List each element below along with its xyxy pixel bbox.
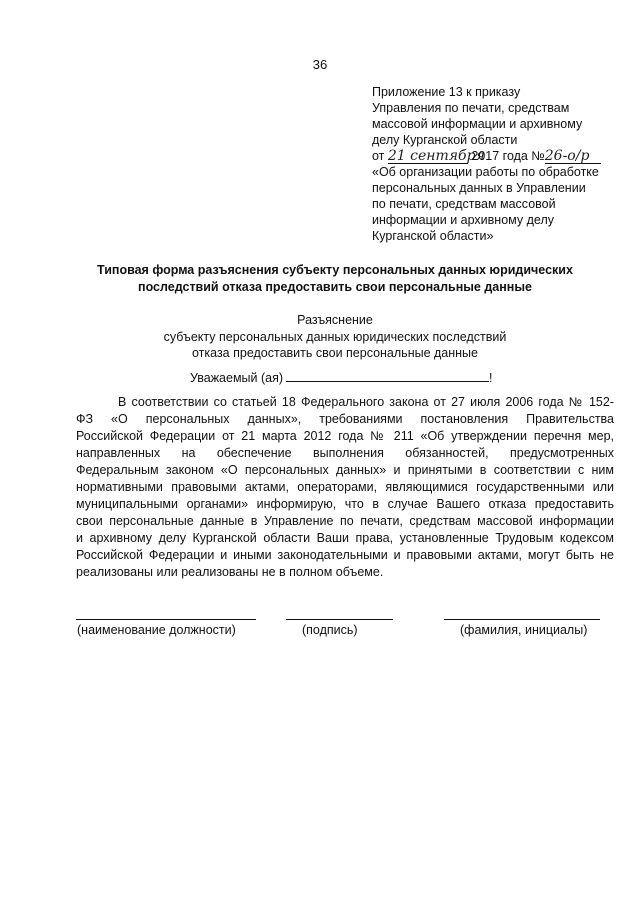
date-prefix: от xyxy=(372,149,385,163)
appendix-date-line xyxy=(372,148,622,164)
form-title-line: Типовая форма разъяснения субъекту персональных данных юридических xyxy=(97,263,573,277)
body-paragraph xyxy=(76,394,614,581)
body-line: Федеральным законом «О персональных данных» и принятыми в соответствии с ним xyxy=(76,463,614,477)
appendix-title-line: персональных данных в Управлении xyxy=(372,181,586,195)
greeting-end: ! xyxy=(489,371,493,385)
body-line: Российской Федерации и иными законодательными и правовыми актами, могут быть не xyxy=(76,548,614,562)
name-signature-line[interactable] xyxy=(444,619,600,620)
explanation-heading xyxy=(70,312,600,362)
appendix-line: массовой информации и архивному xyxy=(372,117,583,131)
name-label: (фамилия, инициалы) xyxy=(460,623,588,637)
body-line: и архивному делу Курганской области Ваши права, установленные Трудовым кодексом xyxy=(76,531,614,545)
position-signature-line[interactable] xyxy=(76,619,256,620)
body-line: В соответствии со статьей 18 Федерального закона от 27 июля 2006 года № 152- xyxy=(118,395,614,409)
year-text: 2017 года № xyxy=(471,149,545,163)
page-number: 36 xyxy=(312,57,328,72)
greeting-text: Уважаемый (ая) xyxy=(190,371,284,385)
appendix-title-line: информации и архивному делу xyxy=(372,213,554,227)
greeting-line xyxy=(190,369,493,385)
position-label: (наименование должности) xyxy=(77,623,236,637)
form-title-line: последствий отказа предоставить свои персональные данные xyxy=(138,280,532,294)
body-line: муниципальными органами» информирую, что в случае Вашего отказа предоставить xyxy=(76,497,614,511)
body-line: нормативными правовыми актами, операторами, являющимися государственными или xyxy=(76,480,614,494)
appendix-block xyxy=(372,84,622,244)
appendix-line: Управления по печати, средствам xyxy=(372,101,570,115)
heading-line: субъекту персональных данных юридических последствий xyxy=(163,329,507,344)
signature-label: (подпись) xyxy=(302,623,358,637)
form-title xyxy=(70,262,600,296)
appendix-title-line: по печати, средствам массовой xyxy=(372,197,556,211)
appendix-line: делу Курганской области xyxy=(372,133,518,147)
handwritten-date: 21 сентября xyxy=(387,148,485,164)
appendix-title-line: «Об организации работы по обработке xyxy=(372,165,599,179)
signature-line[interactable] xyxy=(286,619,393,620)
body-line: свои персональные данные в Управление по печати, средствам массовой информации xyxy=(76,514,614,528)
body-line: ФЗ «О персональных данных», требованиями постановления Правительства xyxy=(76,412,614,426)
body-line: реализованы или реализованы не в полном объеме. xyxy=(76,565,384,579)
handwritten-number: 26-о/р xyxy=(545,149,601,164)
body-line: Российской Федерации от 21 марта 2012 года № 211 «Об утверждении перечня мер, xyxy=(76,429,614,443)
heading-line: отказа предоставить свои персональные данные xyxy=(191,346,478,360)
appendix-title-line: Курганской области» xyxy=(372,229,494,243)
body-line: направленных на обеспечение выполнения обязанностей, предусмотренных xyxy=(76,446,614,460)
appendix-line: Приложение 13 к приказу xyxy=(372,85,521,99)
recipient-name-blank[interactable] xyxy=(286,369,489,382)
heading-line: Разъяснение xyxy=(297,313,373,327)
